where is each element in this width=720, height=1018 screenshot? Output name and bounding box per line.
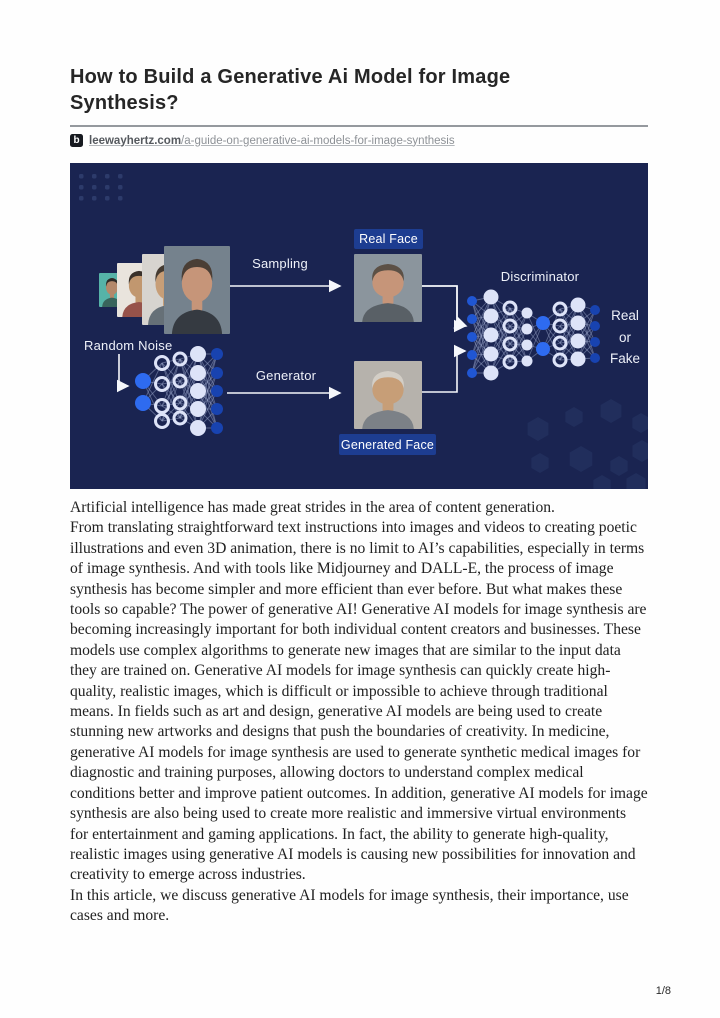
page-title-line2: Synthesis? (70, 92, 179, 114)
page-number: 1/8 (655, 985, 671, 997)
real-or-fake-output-label (588, 305, 648, 370)
page-title-line1: How to Build a Generative Ai Model for Image (70, 66, 511, 88)
sampling-label: Sampling (252, 256, 308, 271)
source-url-link[interactable] (89, 135, 455, 147)
article-body (70, 498, 648, 927)
article-paragraph: Artificial intelligence has made great strides in the area of content generation. (70, 499, 555, 516)
leewayhertz-favicon-icon: b (70, 134, 83, 147)
source-domain: leewayhertz.com (89, 134, 182, 147)
gan-architecture-diagram (70, 163, 648, 489)
output-fake: Fake (609, 351, 640, 366)
output-or: or (618, 329, 631, 345)
page-title (70, 64, 648, 116)
title-divider (70, 125, 648, 127)
generated-face-badge: Generated Face (339, 434, 436, 455)
source-path: /a-guide-on-generative-ai-models-for-image-synthesis (181, 134, 455, 147)
generated-face-photo (354, 361, 422, 429)
article-paragraph: In this article, we discuss generative AI models for image synthesis, their importance, use cases and more. (70, 886, 629, 925)
article-paragraph: From translating straightforward text instructions into images and videos to creating poetic illustrations and even 3D animation, there is no limit to AI’s capabilities, especially in terms of image synthesis. And with tools like Midjourney and DALL-E, the process of image synthesis has become simpler and more efficient than ever before. But what makes these tools so capable? The power of generative AI! Generative AI models for image synthesis are becoming increasingly important for both individual content creators and businesses. These models use complex algorithms to generate new images that are similar to the input data they are trained on. Generative AI models for image synthesis can quickly create high-quality, realistic images, which is difficult or impossible to achieve through traditional means. In fields such as art and design, generative AI models are being used to create stunning new artworks and designs that push the boundaries of creativity. In medicine, generative AI models for image synthesis are used to generate synthetic medical images for diagnostic and training purposes, allowing doctors to understand complex medical conditions better and improve patient outcomes. In addition, generative AI models for image synthesis are also being used to create more realistic and immersive virtual environments for entertainment and gaming applications. In fact, the ability to generate high-quality, realistic images using generative AI models is causing new possibilities for innovation and creativity to emerge across industries. (70, 519, 648, 884)
source-line (70, 133, 648, 148)
random-noise-label: Random Noise (84, 338, 173, 353)
real-face-photo (354, 254, 422, 322)
real-face-badge: Real Face (354, 229, 423, 249)
generator-label: Generator (255, 368, 317, 383)
output-real: Real (611, 308, 639, 323)
discriminator-label: Discriminator (500, 269, 580, 284)
